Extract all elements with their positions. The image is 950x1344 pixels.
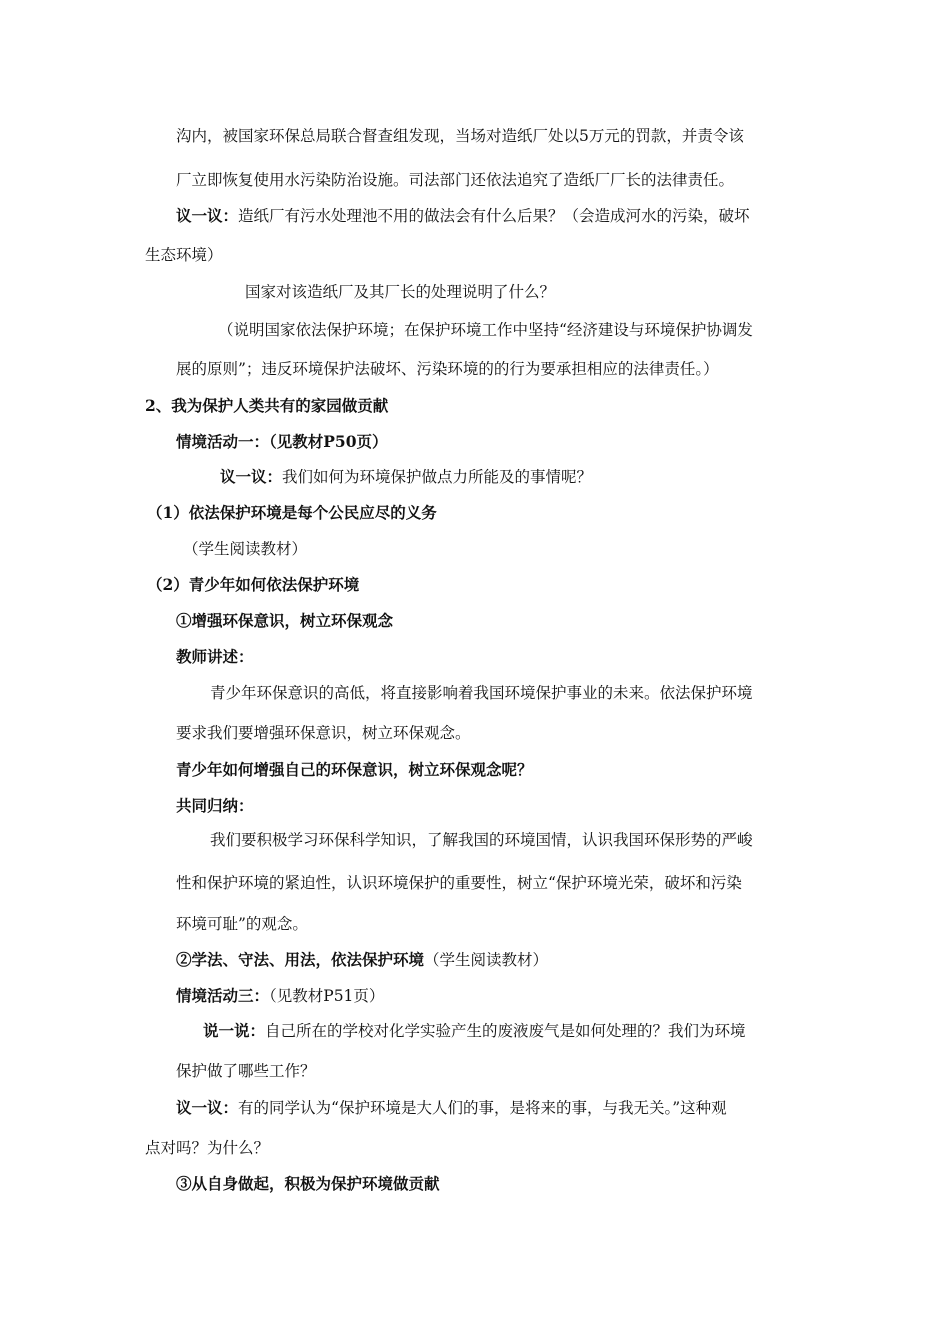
activity-heading: 情境活动一：（见教材P50页） (176, 432, 388, 451)
reading-note: （学生阅读教材） (183, 540, 308, 558)
point-heading: ②学法、守法、用法，依法保护环境 (176, 950, 425, 969)
paragraph-line: 性和保护环境的紧迫性，认识环境保护的重要性，树立“保护环境光荣，破坏和污染 (176, 874, 742, 892)
point-heading: ③从自身做起，积极为保护环境做贡献 (176, 1174, 440, 1193)
subsection-heading: （1）依法保护环境是每个公民应尽的义务 (147, 503, 437, 522)
say-line (203, 1021, 746, 1041)
discussion-text: 有的同学认为“保护环境是大人们的事，是将来的事，与我无关。”这种观 (238, 1099, 727, 1117)
paragraph-line: 点对吗？为什么？ (145, 1139, 270, 1157)
subsection-heading: （2）青少年如何依法保护环境 (147, 575, 360, 594)
say-label: 说一说： (203, 1021, 266, 1040)
discussion-line (176, 206, 750, 226)
activity-label: 情境活动三： (176, 986, 270, 1005)
teacher-label: 教师讲述： (176, 647, 254, 666)
paragraph-line: 要求我们要增强环保意识，树立环保观念。 (176, 724, 471, 742)
answer-line: （说明国家依法保护环境；在保护环境工作中坚持“经济建设与环境保护协调发 (218, 321, 753, 339)
paragraph-line: 保护做了哪些工作？ (176, 1062, 316, 1080)
discussion-text: 我们如何为环境保护做点力所能及的事情呢？ (282, 468, 593, 486)
discussion-line (220, 467, 592, 487)
discussion-line (176, 1098, 727, 1118)
paragraph-line: 厂立即恢复使用水污染防治设施。司法部门还依法追究了造纸厂厂长的法律责任。 (176, 171, 735, 189)
paragraph-line: 生态环境） (145, 246, 223, 264)
paragraph-line: 环境可耻”的观念。 (176, 915, 308, 933)
section-heading: 2、我为保护人类共有的家园做贡献 (145, 396, 389, 415)
discussion-text: 造纸厂有污水处理池不用的做法会有什么后果？（会造成河水的污染，破坏 (238, 207, 750, 225)
activity-text: （见教材P51页） (269, 987, 385, 1005)
activity-line (176, 986, 384, 1006)
question-line: 青少年如何增强自己的环保意识，树立环保观念呢？ (176, 760, 533, 779)
point-line (176, 950, 548, 970)
discussion-label: 议一议： (176, 206, 239, 225)
answer-line: 展的原则”；违反环境保护法破坏、污染环境的的行为要承担相应的法律责任。） (176, 360, 719, 378)
discussion-label: 议一议： (176, 1098, 239, 1117)
point-heading: ①增强环保意识，树立环保观念 (176, 611, 394, 630)
paragraph-line: 沟内，被国家环保总局联合督查组发现，当场对造纸厂处以5万元的罚款，并责令该 (176, 127, 744, 145)
paragraph-line: 青少年环保意识的高低，将直接影响着我国环境保护事业的未来。依法保护环境 (210, 684, 753, 702)
discussion-label: 议一议： (220, 467, 283, 486)
reading-note: （学生阅读教材） (424, 951, 549, 969)
summary-label: 共同归纳： (176, 796, 254, 815)
say-text: 自己所在的学校对化学实验产生的废液废气是如何处理的？我们为环境 (265, 1022, 746, 1040)
paragraph-line: 我们要积极学习环保科学知识，了解我国的环境国情，认识我国环保形势的严峻 (210, 831, 753, 849)
question-line: 国家对该造纸厂及其厂长的处理说明了什么？ (245, 283, 556, 301)
